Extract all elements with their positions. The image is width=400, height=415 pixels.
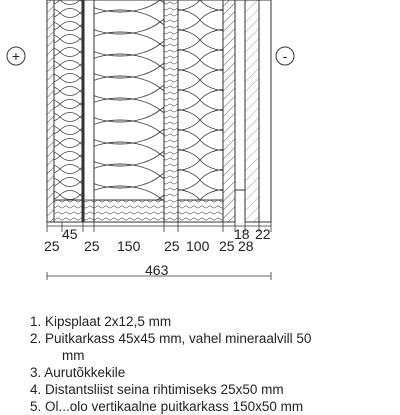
outer-insulation-layer	[178, 0, 223, 222]
legend-item-2-line1: 2. Puitkarkass 45x45 mm, vahel mineraalvill 50	[30, 331, 312, 346]
dim-100: 100	[186, 238, 210, 254]
inside-marker-label: +	[11, 48, 21, 64]
gypsum-board-layer	[47, 0, 54, 222]
legend-item-5: 5. Ol...olo vertikaalne puitkarkass 150x50 mm	[30, 399, 304, 414]
outside-marker-label: -	[282, 48, 288, 64]
dim-25-c: 25	[164, 238, 180, 254]
dim-18: 18	[234, 226, 250, 242]
batten-layer	[84, 0, 94, 222]
separating-board-layer	[164, 0, 178, 222]
layer-legend	[30, 313, 392, 415]
ventilation-gap-layer	[235, 0, 271, 222]
dim-45: 45	[62, 226, 78, 242]
dim-25-b: 25	[84, 238, 100, 254]
dim-150: 150	[117, 238, 141, 254]
inner-insulation-layer	[54, 0, 82, 222]
inside-marker	[7, 47, 25, 65]
main-insulation-layer	[94, 0, 164, 222]
dim-25-a: 25	[44, 238, 60, 254]
legend-item-2	[30, 330, 392, 364]
dim-22: 22	[255, 226, 271, 242]
legend-item-1: 1. Kipsplaat 2x12,5 mm	[30, 314, 172, 329]
legend-item-3: 3. Aurutõkkekile	[30, 365, 126, 380]
dim-total: 463	[145, 262, 169, 278]
wind-barrier-layer	[223, 0, 235, 222]
dim-28: 28	[238, 238, 254, 254]
legend-item-2-line2: mm	[62, 348, 85, 363]
legend-item-4: 4. Distantsliist seina rihtimiseks 25x50 mm	[30, 382, 284, 397]
outside-marker	[276, 47, 294, 65]
dim-25-d: 25	[219, 238, 235, 254]
